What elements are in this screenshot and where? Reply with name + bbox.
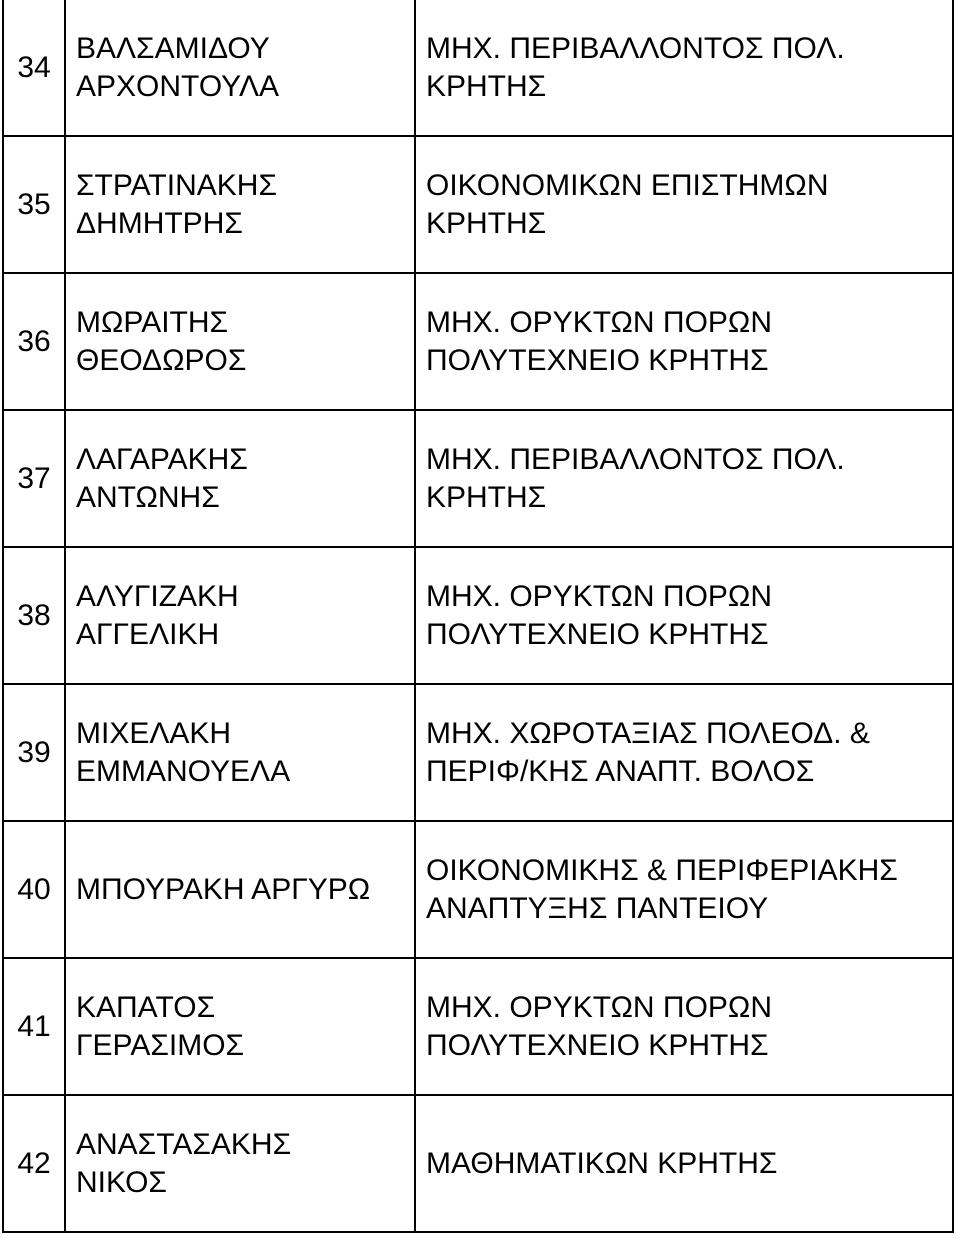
person-name-line: ΑΡΧΟΝΤΟΥΛΑ bbox=[76, 69, 280, 103]
department-line: ΜΗΧ. ΠΕΡΙΒΑΛΛΟΝΤΟΣ ΠΟΛ. bbox=[426, 31, 845, 65]
department bbox=[415, 547, 953, 684]
department-line: ΟΙΚΟΝΟΜΙΚΩΝ ΕΠΙΣΤΗΜΩΝ bbox=[426, 168, 829, 202]
department-line: ΚΡΗΤΗΣ bbox=[426, 69, 547, 103]
person-name bbox=[65, 273, 415, 410]
department-line: ΜΗΧ. ΠΕΡΙΒΑΛΛΟΝΤΟΣ ΠΟΛ. bbox=[426, 442, 845, 476]
department-line: ΠΟΛΥΤΕΧΝΕΙΟ ΚΡΗΤΗΣ bbox=[426, 343, 769, 377]
department-line: ΟΙΚΟΝΟΜΙΚΗΣ & ΠΕΡΙΦΕΡΙΑΚΗΣ bbox=[426, 853, 898, 887]
person-name-line: ΜΠΟΥΡΑΚΗ ΑΡΓΥΡΩ bbox=[76, 872, 371, 906]
department-line: ΜΗΧ. ΟΡΥΚΤΩΝ ΠΟΡΩΝ bbox=[426, 990, 773, 1024]
person-name bbox=[65, 547, 415, 684]
row-number: 37 bbox=[3, 410, 65, 547]
row-number: 40 bbox=[3, 821, 65, 958]
person-name-line: ΑΝΤΩΝΗΣ bbox=[76, 480, 220, 514]
table-row bbox=[3, 410, 953, 547]
person-name bbox=[65, 1095, 415, 1232]
person-name bbox=[65, 136, 415, 273]
table-row bbox=[3, 547, 953, 684]
person-name-line: ΜΩΡΑΙΤΗΣ bbox=[76, 305, 229, 339]
department-line: ΠΟΛΥΤΕΧΝΕΙΟ ΚΡΗΤΗΣ bbox=[426, 617, 769, 651]
department-line: ΜΗΧ. ΟΡΥΚΤΩΝ ΠΟΡΩΝ bbox=[426, 579, 773, 613]
person-name-line: ΘΕΟΔΩΡΟΣ bbox=[76, 343, 247, 377]
person-name-line: ΣΤΡΑΤΙΝΑΚΗΣ bbox=[76, 168, 277, 202]
row-number: 42 bbox=[3, 1095, 65, 1232]
person-name bbox=[65, 684, 415, 821]
row-number: 38 bbox=[3, 547, 65, 684]
person-name bbox=[65, 0, 415, 136]
department bbox=[415, 0, 953, 136]
person-name-line: ΑΝΑΣΤΑΣΑΚΗΣ bbox=[76, 1127, 292, 1161]
person-name-line: ΓΕΡΑΣΙΜΟΣ bbox=[76, 1028, 245, 1062]
department-line: ΜΗΧ. ΧΩΡΟΤΑΞΙΑΣ ΠΟΛΕΟΔ. & bbox=[426, 716, 870, 750]
person-name-line: ΜΙΧΕΛΑΚΗ bbox=[76, 716, 232, 750]
table-row bbox=[3, 1095, 953, 1232]
person-name-line: ΒΑΛΣΑΜΙΔΟΥ bbox=[76, 31, 270, 65]
department bbox=[415, 1095, 953, 1232]
table-row bbox=[3, 273, 953, 410]
table-row bbox=[3, 958, 953, 1095]
table-row bbox=[3, 684, 953, 821]
department-line: ΚΡΗΤΗΣ bbox=[426, 206, 547, 240]
row-number: 39 bbox=[3, 684, 65, 821]
person-name bbox=[65, 410, 415, 547]
department-line: ΠΟΛΥΤΕΧΝΕΙΟ ΚΡΗΤΗΣ bbox=[426, 1028, 769, 1062]
row-number: 35 bbox=[3, 136, 65, 273]
person-name-line: ΔΗΜΗΤΡΗΣ bbox=[76, 206, 243, 240]
roster-body bbox=[3, 0, 953, 1232]
department-line: ΠΕΡΙΦ/ΚΗΣ ΑΝΑΠΤ. ΒΟΛΟΣ bbox=[426, 754, 815, 788]
row-number: 36 bbox=[3, 273, 65, 410]
department-line: ΜΑΘΗΜΑΤΙΚΩΝ ΚΡΗΤΗΣ bbox=[426, 1146, 778, 1180]
department-line: ΚΡΗΤΗΣ bbox=[426, 480, 547, 514]
department bbox=[415, 410, 953, 547]
table-row bbox=[3, 821, 953, 958]
department bbox=[415, 821, 953, 958]
person-name-line: ΚΑΠΑΤΟΣ bbox=[76, 990, 216, 1024]
person-name bbox=[65, 821, 415, 958]
person-name-line: ΝΙΚΟΣ bbox=[76, 1165, 167, 1199]
row-number: 41 bbox=[3, 958, 65, 1095]
person-name-line: ΛΑΓΑΡΑΚΗΣ bbox=[76, 442, 248, 476]
department-line: ΜΗΧ. ΟΡΥΚΤΩΝ ΠΟΡΩΝ bbox=[426, 305, 773, 339]
person-name-line: ΑΓΓΕΛΙΚΗ bbox=[76, 617, 220, 651]
row-number: 34 bbox=[3, 0, 65, 136]
person-name-line: ΕΜΜΑΝΟΥΕΛΑ bbox=[76, 754, 291, 788]
table-row bbox=[3, 136, 953, 273]
person-name-line: ΑΛΥΓΙΖΑΚΗ bbox=[76, 579, 239, 613]
department bbox=[415, 958, 953, 1095]
table-row bbox=[3, 0, 953, 136]
department-line: ΑΝΑΠΤΥΞΗΣ ΠΑΝΤΕΙΟΥ bbox=[426, 891, 769, 925]
department bbox=[415, 273, 953, 410]
roster-table bbox=[2, 0, 954, 1233]
department bbox=[415, 136, 953, 273]
department bbox=[415, 684, 953, 821]
person-name bbox=[65, 958, 415, 1095]
